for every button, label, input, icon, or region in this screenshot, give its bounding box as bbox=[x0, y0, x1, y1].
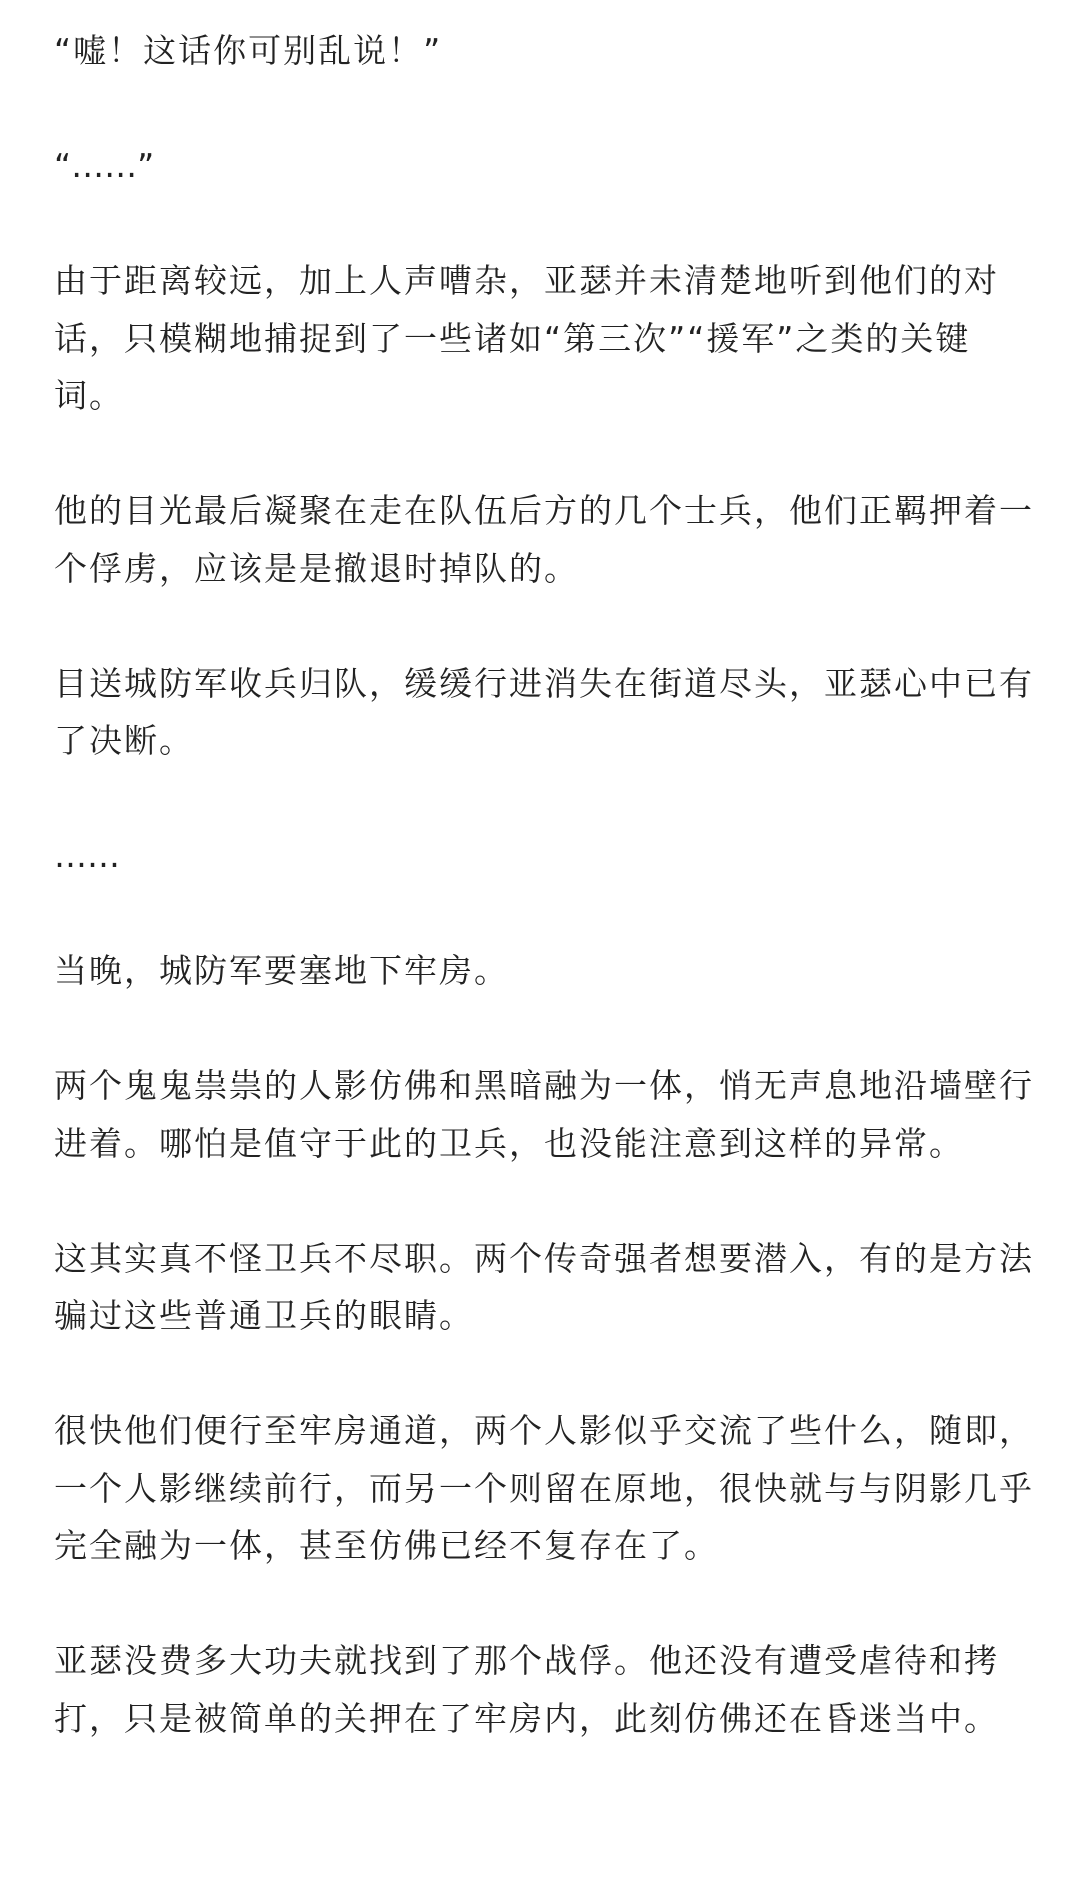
paragraph-7: 当晚，城防军要塞地下牢房。 bbox=[54, 951, 509, 990]
paragraph-5: 目送城防军收兵归队，缓缓行进消失在街道尽头，亚瑟心中已有了决断。 bbox=[54, 663, 1034, 760]
paragraph-9: 这其实真不怪卫兵不尽职。两个传奇强者想要潜入，有的是方法骗过这些普通卫兵的眼睛。 bbox=[54, 1238, 1034, 1335]
paragraph-6: …… bbox=[54, 836, 120, 875]
paragraph-10: 很快他们便行至牢房通道，两个人影似乎交流了些什么，随即，一个人影继续前行，而另一个则留在原地，很快就与与阴影几乎完全融为一体，甚至仿佛已经不复存在了。 bbox=[54, 1411, 1034, 1565]
paragraph-11: 亚瑟没费多大功夫就找到了那个战俘。他还没有遭受虐待和拷打，只是被简单的关押在了牢房内，此刻仿佛还在昏迷当中。 bbox=[54, 1641, 999, 1738]
paragraph-4: 他的目光最后凝聚在走在队伍后方的几个士兵，他们正羁押着一个俘虏，应该是是撤退时掉队的。 bbox=[54, 491, 1034, 588]
paragraph-2: “……” bbox=[54, 146, 155, 185]
paragraph-8: 两个鬼鬼祟祟的人影仿佛和黑暗融为一体，悄无声息地沿墙壁行进着。哪怕是值守于此的卫兵，也没能注意到这样的异常。 bbox=[54, 1066, 1034, 1163]
paragraph-3: 由于距离较远，加上人声嘈杂，亚瑟并未清楚地听到他们的对话，只模糊地捕捉到了一些诸如“第三次”“援军”之类的关键词。 bbox=[54, 261, 999, 415]
paragraph-1: “嘘！这话你可别乱说！” bbox=[54, 31, 443, 70]
